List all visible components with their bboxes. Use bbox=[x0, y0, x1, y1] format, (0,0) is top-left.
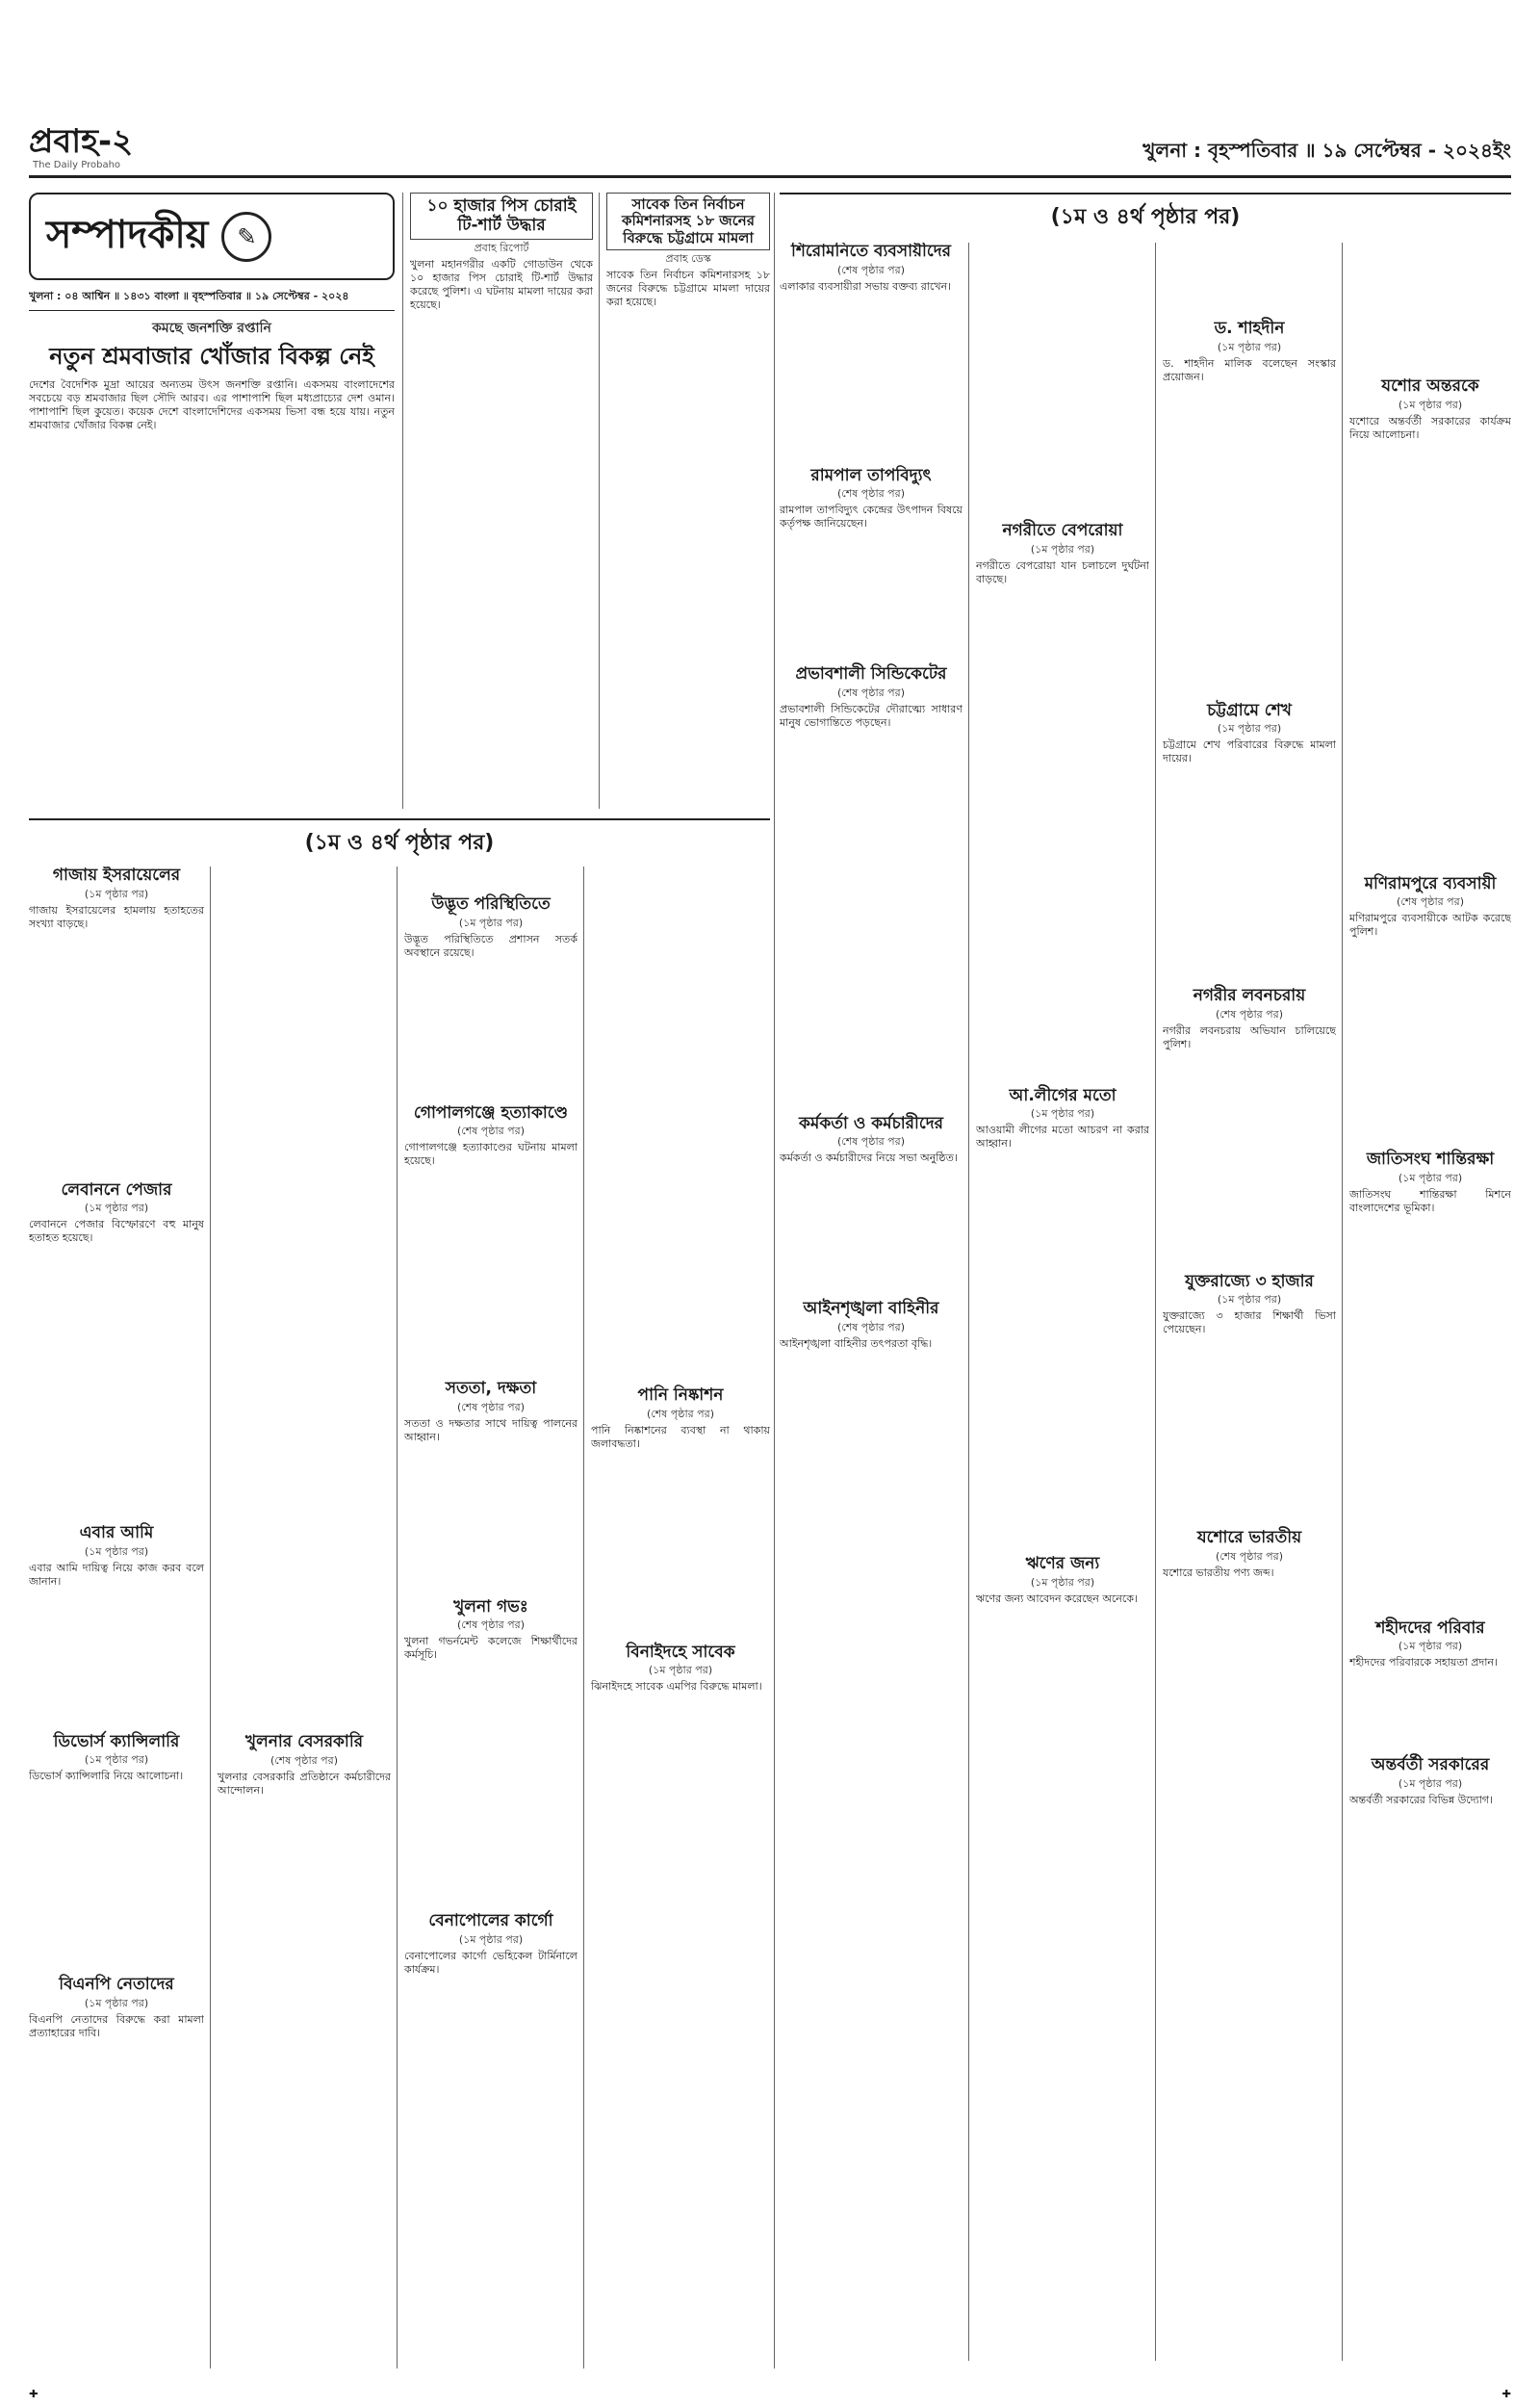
article-byline: (শেষ পৃষ্ঠার পর) bbox=[456, 1618, 525, 1632]
article-byline: (শেষ পৃষ্ঠার পর) bbox=[836, 686, 905, 699]
article-col-l1 bbox=[29, 867, 204, 2368]
article-title: লেবাননে পেজার bbox=[61, 1179, 172, 1200]
article-title: প্রভাবশালী সিন্ডিকেটের bbox=[795, 664, 947, 685]
article-title: আ.লীগের মতো bbox=[1009, 1085, 1116, 1105]
article-col-l4 bbox=[591, 867, 770, 2368]
article-byline: (১ম পৃষ্ঠার পর) bbox=[1217, 340, 1282, 353]
article-body: কর্মকর্তা ও কর্মচারীদের নিয়ে সভা অনুষ্ঠিত। bbox=[780, 1152, 958, 1165]
article-title: বেনাপোলের কার্গো bbox=[428, 1911, 553, 1931]
article-body: এলাকার ব্যবসায়ীরা সভায় বক্তব্য রাখেন। bbox=[780, 279, 952, 293]
article-col-4 bbox=[780, 243, 962, 1879]
article-byline: (১ম পৃষ্ঠার পর) bbox=[648, 1664, 713, 1677]
column-rule bbox=[402, 193, 403, 809]
article-body: ঋণের জন্য আবেদন করেছেন অনেকে। bbox=[976, 1592, 1138, 1605]
article-title: ১০ হাজার পিস চোরাই টি-শার্ট উদ্ধার bbox=[426, 196, 577, 235]
article-byline: প্রবাহ রিপোর্ট bbox=[474, 242, 529, 255]
article-body: বিএনপি নেতাদের বিরুদ্ধে করা মামলা প্রত্যাহারের দাবি। bbox=[29, 2012, 204, 2039]
article-byline: (১ম পৃষ্ঠার পর) bbox=[1398, 1640, 1463, 1653]
article-title: ঋণের জন্য bbox=[1025, 1554, 1100, 1574]
article-byline: (শেষ পৃষ্ঠার পর) bbox=[1215, 1007, 1283, 1021]
article-col-2 bbox=[410, 193, 593, 809]
article-body: গাজায় ইসরায়েলের হামলায় হতাহতের সংখ্যা বাড়ছে। bbox=[29, 903, 204, 930]
masthead bbox=[29, 122, 1511, 178]
article-title: কর্মকর্তা ও কর্মচারীদের bbox=[798, 1113, 944, 1133]
article-title: যশোরে ভারতীয় bbox=[1196, 1528, 1302, 1548]
article-byline: (১ম পৃষ্ঠার পর) bbox=[84, 1753, 149, 1767]
article-title: শহীদদের পরিবার bbox=[1375, 1618, 1485, 1638]
page-footer bbox=[29, 2383, 1511, 2402]
article-body: নগরীর লবনচরায় অভিযান চালিয়েছে পুলিশ। bbox=[1163, 1023, 1336, 1050]
article-body: সততা ও দক্ষতার সাথে দায়িত্ব পালনের আহ্বান। bbox=[404, 1416, 578, 1443]
article-body: অন্তর্বর্তী সরকারের বিভিন্ন উদ্যোগ। bbox=[1349, 1793, 1494, 1806]
editorial-kicker: কমছে জনশক্তি রপ্তানি bbox=[152, 321, 271, 336]
article-title: বিনাইদহে সাবেক bbox=[626, 1642, 735, 1662]
article-byline: (শেষ পৃষ্ঠার পর) bbox=[836, 1320, 905, 1333]
article-body: যশোরে ভারতীয় পণ্য জব্দ। bbox=[1163, 1566, 1274, 1579]
article-title: ড. শাহদীন bbox=[1214, 319, 1285, 338]
article-body: নগরীতে বেপরোয়া যান চলাচলে দুর্ঘটনা বাড়ছে। bbox=[976, 558, 1149, 585]
article-title: পানি নিষ্কাশন bbox=[637, 1385, 724, 1405]
column-rule bbox=[774, 193, 775, 2368]
editorial-body: দেশের বৈদেশিক মুদ্রা আয়ের অন্যতম উৎস জনশক্তি রপ্তানি। একসময় বাংলাদেশের সবচেয়ে বড় শ্রমবাজার ছিল সৌদি আরব। এর পাশাপাশি ছিল মধ্যপ্রাচ্যের দেশ ওমান। পাশাপাশি ছিল কুয়েত। কয়েক দেশে বাংলাদেশিদের একসময় ভিসা বন্ধ হয়ে যায়। নতুন শ্রমবাজার খোঁজার বিকল্প নেই। bbox=[29, 377, 395, 431]
article-byline: (১ম পৃষ্ঠার পর) bbox=[458, 916, 524, 929]
continuation-banner-mid: (১ম ও ৪র্থ পৃষ্ঠার পর) bbox=[29, 818, 770, 859]
article-byline: (১ম পৃষ্ঠার পর) bbox=[458, 1932, 524, 1946]
article-byline: (শেষ পৃষ্ঠার পর) bbox=[270, 1753, 338, 1767]
article-body: এবার আমি দায়িত্ব নিয়ে কাজ করব বলে জানান। bbox=[29, 1561, 204, 1588]
article-body: খুলনা গভর্নমেন্ট কলেজে শিক্ষার্থীদের কর্মসূচি। bbox=[404, 1635, 578, 1662]
article-title: উদ্ভূত পরিস্থিতিতে bbox=[431, 894, 551, 914]
article-byline: (১ম পৃষ্ঠার পর) bbox=[84, 1202, 149, 1215]
article-title: সাবেক তিন নির্বাচন কমিশনারসহ ১৮ জনের বিরুদ্ধে চট্টগ্রামে মামলা bbox=[606, 193, 770, 250]
article-title: মণিরামপুরে ব্যবসায়ী bbox=[1364, 873, 1497, 893]
article-body: ড. শাহদীন মালিক বলেছেন সংস্কার প্রয়োজন। bbox=[1163, 356, 1336, 383]
article-byline: (১ম পৃষ্ঠার পর) bbox=[1217, 722, 1282, 736]
article-body: জাতিসংঘ শান্তিরক্ষা মিশনে বাংলাদেশের ভূমিকা। bbox=[1349, 1187, 1511, 1214]
article-body: আইনশৃঙ্খলা বাহিনীর তৎপরতা বৃদ্ধি। bbox=[780, 1336, 933, 1350]
article-title: সততা, দক্ষতা bbox=[445, 1379, 537, 1399]
article-body: যুক্তরাজ্যে ৩ হাজার শিক্ষার্থী ভিসা পেয়েছেন। bbox=[1163, 1309, 1336, 1336]
article-byline: (১ম পৃষ্ঠার পর) bbox=[84, 1996, 149, 2009]
article-title: জাতিসংঘ শান্তিরক্ষা bbox=[1366, 1150, 1495, 1170]
registration-mark: ✚ bbox=[1502, 2383, 1511, 2401]
article-byline: প্রবাহ ডেস্ক bbox=[665, 251, 711, 265]
article-title: চট্টগ্রামে শেখ bbox=[1207, 700, 1292, 720]
article-body: ডিভোর্স ক্যান্সিলারি নিয়ে আলোচনা। bbox=[29, 1770, 184, 1783]
article-title: নগরীতে বেপরোয়া bbox=[1002, 521, 1123, 540]
column-rule bbox=[210, 867, 211, 2368]
article-title: খুলনা গভঃ bbox=[453, 1596, 528, 1617]
article-col-6 bbox=[1163, 243, 1336, 2361]
article-body: খুলনার বেসরকারি প্রতিষ্ঠানে কর্মচারীদের আন্দোলন। bbox=[218, 1770, 391, 1797]
article-col-5 bbox=[976, 243, 1149, 2361]
article-title: রামপাল তাপবিদ্যুৎ bbox=[810, 465, 932, 485]
article-title: বিএনপি নেতাদের bbox=[59, 1975, 174, 1995]
article-title: শিরোমনিতে ব্যবসায়ীদের bbox=[791, 243, 951, 261]
article-title: ডিভোর্স ক্যান্সিলারি bbox=[53, 1731, 180, 1751]
article-title: আইনশৃঙ্খলা বাহিনীর bbox=[803, 1299, 939, 1319]
article-title: নগরীর লবনচরায় bbox=[1193, 986, 1306, 1006]
article-body: শহীদদের পরিবারকে সহায়তা প্রদান। bbox=[1349, 1656, 1498, 1669]
logo-tagline: The Daily Probaho bbox=[33, 160, 121, 170]
article-byline: (১ম পৃষ্ঠার পর) bbox=[1217, 1293, 1282, 1307]
registration-mark: ✚ bbox=[29, 2383, 38, 2401]
article-col-7 bbox=[1349, 243, 1511, 2361]
article-body: সাবেক তিন নির্বাচন কমিশনারসহ ১৮ জনের বিরুদ্ধে চট্টগ্রামে মামলা দায়ের করা হয়েছে। bbox=[606, 268, 770, 308]
article-body: রামপাল তাপবিদ্যুৎ কেন্দ্রের উৎপাদন বিষয়ে কর্তৃপক্ষ জানিয়েছেন। bbox=[780, 504, 962, 531]
article-body: প্রভাবশালী সিন্ডিকেটের দৌরাত্ম্যে সাধারণ মানুষ ভোগান্তিতে পড়ছেন। bbox=[780, 702, 962, 729]
article-body: মণিরামপুরে ব্যবসায়ীকে আটক করেছে পুলিশ। bbox=[1349, 912, 1511, 939]
article-byline: (১ম পৃষ্ঠার পর) bbox=[84, 887, 149, 900]
article-byline: (১ম পৃষ্ঠার পর) bbox=[1398, 1776, 1463, 1790]
column-rule bbox=[583, 867, 584, 2368]
article-body: খুলনা মহানগরীর একটি গোডাউন থেকে ১০ হাজার পিস চোরাই টি-শার্ট উদ্ধার করেছে পুলিশ। এ ঘটনায় মামলা দায়ের করা হয়েছে। bbox=[410, 258, 593, 312]
editorial-section bbox=[29, 193, 395, 809]
article-body: চট্টগ্রামে শেখ পরিবারের বিরুদ্ধে মামলা দায়ের। bbox=[1163, 738, 1336, 765]
article-col-l2 bbox=[218, 867, 391, 2368]
article-title: গাজায় ইসরায়েলের bbox=[52, 867, 181, 885]
article-body: গোপালগঞ্জে হত্যাকাণ্ডের ঘটনায় মামলা হয়েছে। bbox=[404, 1141, 578, 1168]
article-title: যশোর অন্তরকে bbox=[1381, 376, 1479, 396]
article-byline: (শেষ পৃষ্ঠার পর) bbox=[1396, 895, 1464, 909]
newspaper-logo: প্রবাহ-২ bbox=[29, 122, 134, 161]
editorial-headline: নতুন শ্রমবাজার খোঁজার বিকল্প নেই bbox=[49, 343, 374, 370]
article-byline: (১ম পৃষ্ঠার পর) bbox=[1030, 1575, 1095, 1589]
article-byline: (শেষ পৃষ্ঠার পর) bbox=[456, 1400, 525, 1413]
pen-icon: ✎ bbox=[221, 212, 271, 262]
column-rule bbox=[1155, 243, 1156, 2361]
article-byline: (শেষ পৃষ্ঠার পর) bbox=[456, 1125, 525, 1138]
article-body: উদ্ভূত পরিস্থিতিতে প্রশাসন সতর্ক অবস্থানে রয়েছে। bbox=[404, 932, 578, 959]
column-rule bbox=[968, 243, 969, 2361]
column-rule bbox=[599, 193, 600, 809]
article-body: বেনাপোলের কার্গো ভেহিকেল টার্মিনালে কার্যক্রম। bbox=[404, 1949, 578, 1976]
article-title: খুলনার বেসরকারি bbox=[244, 1732, 364, 1751]
article-body: ঝিনাইদহে সাবেক এমপির বিরুদ্ধে মামলা। bbox=[591, 1680, 762, 1694]
article-byline: (১ম পৃষ্ঠার পর) bbox=[84, 1544, 149, 1558]
article-byline: (১ম পৃষ্ঠার পর) bbox=[1030, 542, 1095, 556]
article-byline: (শেষ পৃষ্ঠার পর) bbox=[1215, 1549, 1283, 1563]
article-byline: (শেষ পৃষ্ঠার পর) bbox=[836, 263, 905, 276]
article-title: যুক্তরাজ্যে ৩ হাজার bbox=[1185, 1271, 1314, 1291]
column-rule bbox=[397, 867, 398, 2368]
article-col-3 bbox=[606, 193, 770, 809]
article-byline: (শেষ পৃষ্ঠার পর) bbox=[646, 1407, 714, 1420]
dateline: খুলনা : বৃহস্পতিবার ॥ ১৯ সেপ্টেম্বর - ২০২৪ইং bbox=[1142, 139, 1511, 162]
article-byline: (শেষ পৃষ্ঠার পর) bbox=[836, 487, 905, 501]
article-body: লেবাননে পেজার বিস্ফোরণে বহু মানুষ হতাহত হয়েছে। bbox=[29, 1218, 204, 1245]
article-byline: (শেষ পৃষ্ঠার পর) bbox=[836, 1135, 905, 1149]
article-title: গোপালগঞ্জে হত্যাকাণ্ডে bbox=[413, 1102, 569, 1123]
article-byline: (১ম পৃষ্ঠার পর) bbox=[1398, 398, 1463, 411]
column-rule bbox=[1342, 243, 1343, 2361]
article-byline: (১ম পৃষ্ঠার পর) bbox=[1398, 1171, 1463, 1184]
article-body: যশোরে অন্তর্বর্তী সরকারের কার্যক্রম নিয়ে আলোচনা। bbox=[1349, 414, 1511, 441]
editorial-brand: সম্পাদকীয় ✎ bbox=[29, 193, 395, 280]
article-body: পানি নিষ্কাশনের ব্যবস্থা না থাকায় জলাবদ্ধতা। bbox=[591, 1423, 770, 1450]
article-col-l3 bbox=[404, 867, 578, 2368]
newspaper-page bbox=[29, 19, 1511, 2401]
article-body: আওয়ামী লীগের মতো আচরণ না করার আহ্বান। bbox=[976, 1124, 1149, 1151]
continuation-banner-top: (১ম ও ৪র্থ পৃষ্ঠার পর) bbox=[780, 193, 1511, 233]
article-byline: (১ম পৃষ্ঠার পর) bbox=[1030, 1107, 1095, 1121]
article-title: অন্তর্বর্তী সরকারের bbox=[1371, 1755, 1490, 1775]
editorial-date: খুলনা : ০৪ আশ্বিন ॥ ১৪৩১ বাংলা ॥ বৃহস্পতিবার ॥ ১৯ সেপ্টেম্বর - ২০২৪ bbox=[29, 288, 395, 311]
article-title: এবার আমি bbox=[79, 1523, 154, 1543]
